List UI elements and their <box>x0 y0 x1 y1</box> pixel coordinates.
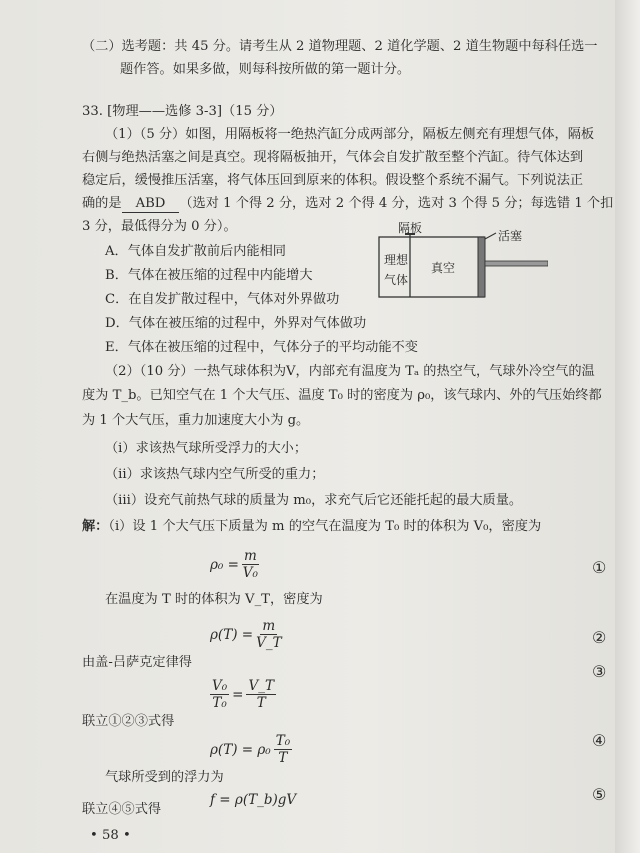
eq-num: m <box>243 548 257 564</box>
page-number: • 58 • <box>90 828 131 843</box>
eq-mark-2: ② <box>592 628 607 647</box>
eq-den: T₀ <box>212 695 227 711</box>
eq-lhs: ρ₀ = <box>210 556 239 573</box>
eq-den: V_T <box>256 635 282 651</box>
solution-line: 气球所受到的浮力为 <box>105 770 224 785</box>
solution-line: 在温度为 T 时的体积为 V_T，密度为 <box>105 592 323 607</box>
eq-num: T₀ <box>275 733 291 749</box>
solution-line: 联立①②③式得 <box>82 714 175 729</box>
eq-den: T <box>256 695 266 711</box>
solution-line <box>82 519 541 535</box>
scoring-text: （选对 1 个得 2 分，选对 2 个得 4 分，选对 3 个得 5 分；每选错 1 个扣 <box>179 196 614 211</box>
equation-5: f = ρ(T_b)gV <box>210 792 297 808</box>
part1-line <box>82 196 613 213</box>
partition-label: 隔板 <box>398 221 423 235</box>
equation-3 <box>210 678 276 711</box>
part2-line: （2）（10 分）一热气球体积为V，内部充有温度为 Tₐ 的热空气，气球外冷空气的温 <box>105 364 595 379</box>
section-heading-cont: 题作答。如果多做，则每科按所做的第一题计分。 <box>120 62 411 77</box>
eq-mark-4: ④ <box>592 731 607 750</box>
eq-den: T <box>278 750 288 766</box>
part1-line: （1）（5 分）如图，用隔板将一绝热汽缸分成两部分，隔板左侧充有理想气体，隔板 <box>105 127 595 142</box>
eq-num: V_T <box>248 678 274 694</box>
solution-line: 联立④⑤式得 <box>82 802 162 817</box>
equation-2 <box>210 618 282 651</box>
option-d: D．气体在被压缩的过程中，外界对气体做功 <box>105 316 367 331</box>
eq-mark-5: ⑤ <box>592 785 607 804</box>
vacuum-label: 真空 <box>431 261 456 275</box>
option-e: E．气体在被压缩的过程中，气体分子的平均动能不变 <box>105 340 418 355</box>
eq-lhs: ρ(T) = ρ₀ <box>210 741 271 758</box>
option-b: B．气体在被压缩的过程中内能增大 <box>105 268 313 283</box>
part2-line: 为 1 个大气压，重力加速度大小为 g。 <box>82 413 310 428</box>
eq-num: V₀ <box>212 678 228 694</box>
solution-text: （i）设 1 个大气压下质量为 m 的空气在温度为 T₀ 时的体积为 V₀，密度为 <box>108 519 542 534</box>
answer: ABD <box>122 196 180 213</box>
part1-line: 右侧与绝热活塞之间是真空。现将隔板抽开，气体会自发扩散至整个汽缸。待气体达到 <box>82 150 584 165</box>
eq-den: V₀ <box>242 565 258 581</box>
piston-label: 活塞 <box>498 229 523 243</box>
equation-1 <box>210 548 259 581</box>
part1-line: 3 分，最低得分为 0 分）。 <box>82 219 237 234</box>
answer-prefix: 确的是 <box>82 196 122 211</box>
option-a: A．气体自发扩散前后内能相同 <box>105 244 286 259</box>
page-edge <box>615 0 640 853</box>
question-title: 33. [物理——选修 3-3]（15 分） <box>82 104 283 119</box>
eq-lhs: ρ(T) = <box>210 626 254 643</box>
subquestion-i: （i）求该热气球所受浮力的大小； <box>105 441 308 456</box>
eq-mark-1: ① <box>592 558 607 577</box>
solution-label: 解： <box>82 519 109 534</box>
eq-sign: = <box>232 686 244 703</box>
part2-line: 度为 T_b。已知空气在 1 个大气压、温度 T₀ 时的密度为 ρ₀，该气球内、外的气压始终都 <box>82 388 602 403</box>
gas-label: 理想 <box>384 253 409 267</box>
subquestion-iii: （iii）设充气前热气球的质量为 m₀，求充气后它还能托起的最大质量。 <box>105 493 523 508</box>
equation-4 <box>210 733 292 766</box>
solution-line: 由盖-吕萨克定律得 <box>82 655 192 670</box>
cylinder-diagram <box>378 221 548 305</box>
option-c: C．在自发扩散过程中，气体对外界做功 <box>105 292 340 307</box>
section-heading: （二）选考题：共 45 分。请考生从 2 道物理题、2 道化学题、2 道生物题中每科任选一 <box>82 39 598 54</box>
part1-line: 稳定后，缓慢推压活塞，将气体压回到原来的体积。假设整个系统不漏气。下列说法正 <box>82 173 584 188</box>
eq-mark-3: ③ <box>592 662 607 681</box>
subquestion-ii: （ii）求该热气球内空气所受的重力； <box>105 467 325 482</box>
eq-num: m <box>262 618 276 634</box>
gas-label-2: 气体 <box>384 273 409 287</box>
